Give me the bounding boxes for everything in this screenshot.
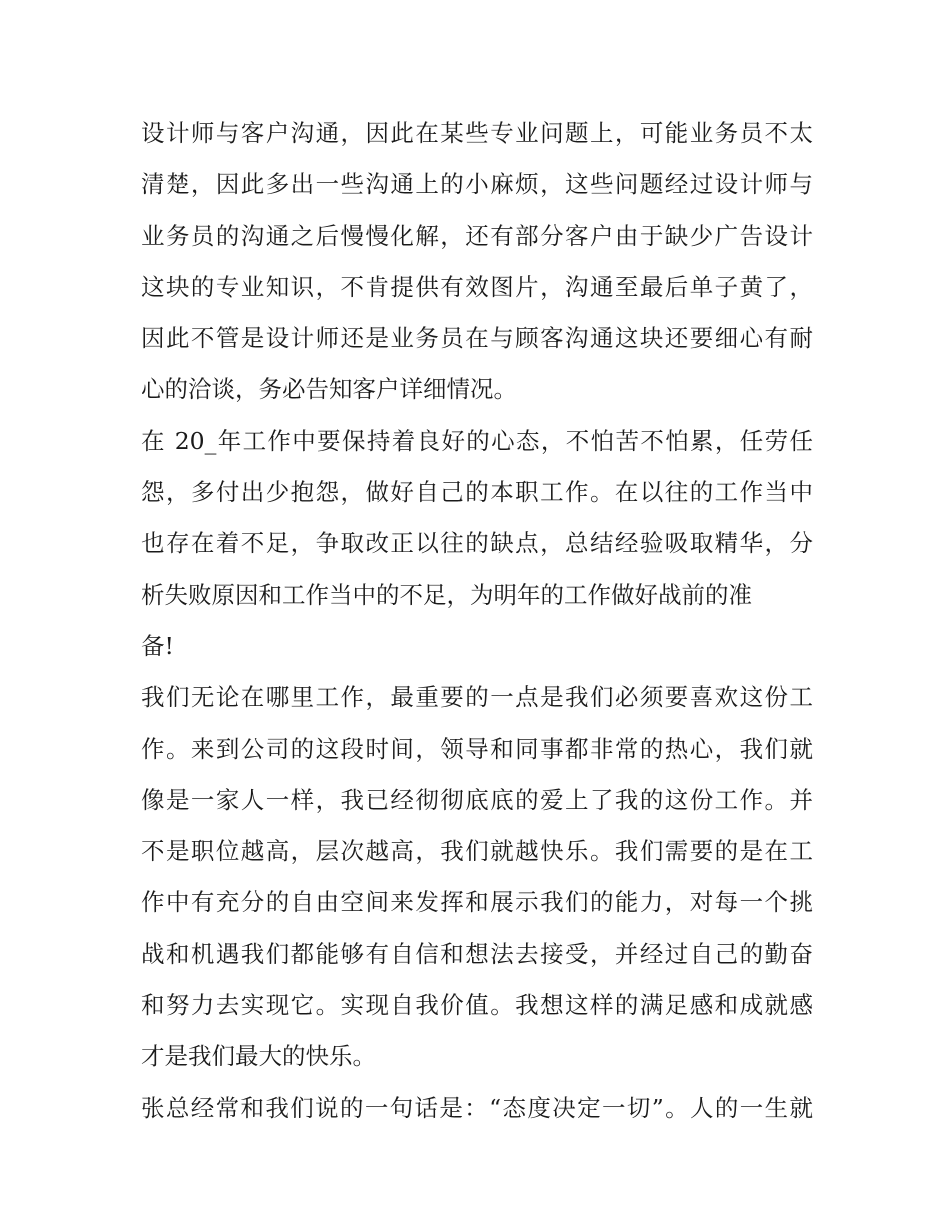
- text-line: 清楚，因此多出一些沟通上的小麻烦，这些问题经过设计师与: [141, 170, 813, 199]
- text-line: 像是一家人一样，我已经彻彻底底的爱上了我的这份工作。并: [141, 785, 813, 814]
- text-line: 因此不管是设计师还是业务员在与顾客沟通这块还要细心有耐: [141, 324, 813, 353]
- text-line: 心的洽谈，务必告知客户详细情况。: [141, 375, 517, 404]
- text-line: 和努力去实现它。实现自我价值。我想这样的满足感和成就感: [141, 991, 813, 1020]
- text-line: 也存在着不足，争取改正以往的缺点，总结经验吸取精华，分: [141, 529, 813, 558]
- text-line: 作。来到公司的这段时间，领导和同事都非常的热心，我们就: [141, 734, 813, 763]
- document-body: [141, 108, 813, 1134]
- text-line: 不是职位越高，层次越高，我们就越快乐。我们需要的是在工: [141, 837, 813, 866]
- text-line: 设计师与客户沟通，因此在某些专业问题上，可能业务员不太: [141, 119, 813, 147]
- text-line: 作中有充分的自由空间来发挥和展示我们的能力，对每一个挑: [141, 888, 813, 917]
- text-line: 战和机遇我们都能够有自信和想法去接受，并经过自己的勤奋: [141, 939, 813, 968]
- text-line: 我们无论在哪里工作，最重要的一点是我们必须要喜欢这份工: [141, 683, 813, 712]
- text-line: 才是我们最大的快乐。: [141, 1042, 376, 1071]
- text-line: 在 20_年工作中要保持着良好的心态，不怕苦不怕累，任劳任: [141, 426, 813, 455]
- text-line: 业务员的沟通之后慢慢化解，还有部分客户由于缺少广告设计: [141, 221, 813, 250]
- text-line: 张总经常和我们说的一句话是：“态度决定一切”。人的一生就: [141, 1093, 813, 1122]
- text-line: 怨，多付出少抱怨，做好自己的本职工作。在以往的工作当中: [141, 478, 813, 507]
- text-line: 析失败原因和工作当中的不足，为明年的工作做好战前的准: [141, 580, 752, 609]
- text-line: 这块的专业知识，不肯提供有效图片，沟通至最后单子黄了，: [141, 272, 813, 301]
- text-line: 备!: [141, 631, 174, 660]
